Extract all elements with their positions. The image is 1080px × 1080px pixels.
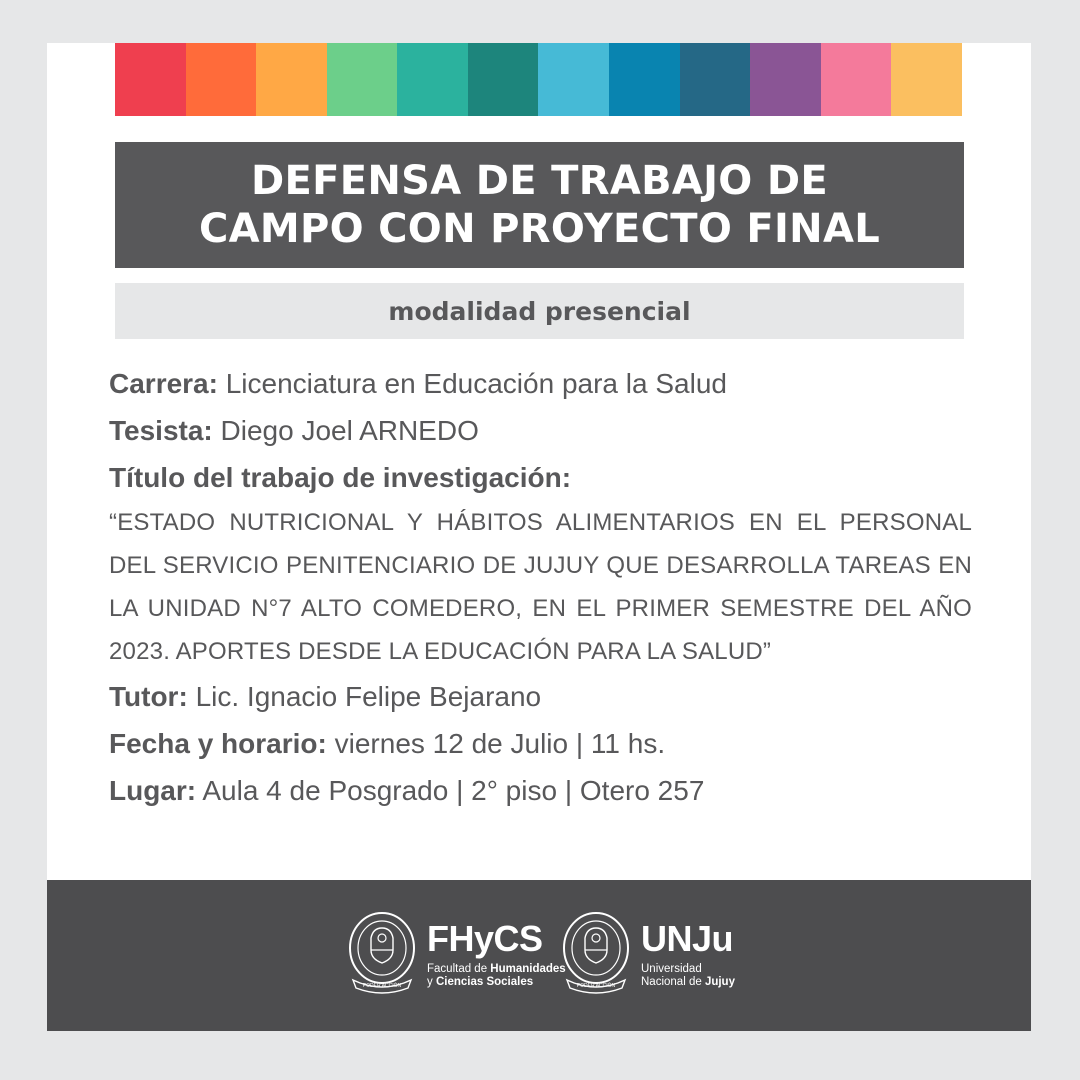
- title-line-1: DEFENSA DE TRABAJO DE: [251, 158, 828, 204]
- stripe-segment: [186, 43, 257, 116]
- title-banner: [115, 142, 964, 268]
- stripe-segment: [115, 43, 186, 116]
- fhycs-logo: [347, 910, 566, 1000]
- date-value: viernes 12 de Julio | 11 hs.: [334, 728, 666, 759]
- footer-bar: [47, 880, 1031, 1031]
- stripe-segment: [468, 43, 539, 116]
- stripe-segment: [821, 43, 892, 116]
- student-row: [109, 407, 972, 454]
- university-seal-icon: [561, 910, 631, 1000]
- fhycs-line1-plain: Facultad de: [427, 963, 491, 975]
- stripe-segment: [609, 43, 680, 116]
- stripe-segment: [680, 43, 751, 116]
- stripe-segment: [397, 43, 468, 116]
- fhycs-name: FHyCS: [427, 918, 543, 959]
- unju-name: UNJu: [641, 918, 734, 959]
- university-seal-icon: [347, 910, 417, 1000]
- career-row: [109, 360, 972, 407]
- stripe-segment: [256, 43, 327, 116]
- stripe-segment: [891, 43, 962, 116]
- thesis-title-label: Título del trabajo de investigación:: [109, 462, 572, 493]
- unju-line1: Universidad: [641, 963, 702, 975]
- tutor-label: Tutor:: [109, 681, 188, 712]
- title-line-2: CAMPO CON PROYECTO FINAL: [198, 206, 880, 252]
- unju-logo: [561, 910, 735, 1000]
- stripe-segment: [750, 43, 821, 116]
- student-label: Tesista:: [109, 415, 213, 446]
- fhycs-line1-bold: Humanidades: [490, 963, 566, 975]
- student-value: Diego Joel ARNEDO: [220, 415, 479, 446]
- unju-line2-bold: Jujuy: [704, 976, 735, 988]
- fhycs-line2-plain: y: [427, 976, 436, 988]
- stripe-segment: [327, 43, 398, 116]
- unju-fullname: [641, 963, 735, 989]
- svg-text:PODER ACCIÓN: PODER ACCIÓN: [576, 983, 616, 989]
- fhycs-brand: [427, 918, 566, 989]
- color-stripe: [115, 43, 962, 116]
- tutor-value: Lic. Ignacio Felipe Bejarano: [195, 681, 542, 712]
- date-label: Fecha y horario:: [109, 728, 327, 759]
- stripe-segment: [538, 43, 609, 116]
- fhycs-line2-bold: Ciencias Sociales: [435, 976, 534, 988]
- place-value: Aula 4 de Posgrado | 2° piso | Otero 257: [202, 775, 705, 806]
- modality-subtitle: modalidad presencial: [388, 296, 691, 326]
- thesis-title-heading-row: [109, 454, 972, 501]
- fhycs-fullname: [427, 963, 566, 989]
- unju-brand: [641, 918, 735, 989]
- thesis-title: “ESTADO NUTRICIONAL Y HÁBITOS ALIMENTARIOS EN EL PERSONAL DEL SERVICIO PENITENCIARIO DE JUJUY QUE DESARROLLA TAREAS EN LA UNIDAD N°7 ALTO COMEDERO, EN EL PRIMER SEMESTRE DEL AÑO 2023. APORTES DESDE LA EDUCACIÓN PARA LA SALUD”: [109, 509, 972, 665]
- tutor-row: [109, 673, 972, 720]
- career-label: Carrera:: [109, 368, 218, 399]
- subtitle-banner: [115, 283, 964, 339]
- svg-text:PODER ACCIÓN: PODER ACCIÓN: [362, 983, 402, 989]
- place-label: Lugar:: [109, 775, 197, 806]
- place-row: [109, 767, 972, 814]
- event-info: [109, 360, 972, 814]
- career-value: Licenciatura en Educación para la Salud: [225, 368, 727, 399]
- date-row: [109, 720, 972, 767]
- unju-line2-plain: Nacional de: [641, 976, 705, 988]
